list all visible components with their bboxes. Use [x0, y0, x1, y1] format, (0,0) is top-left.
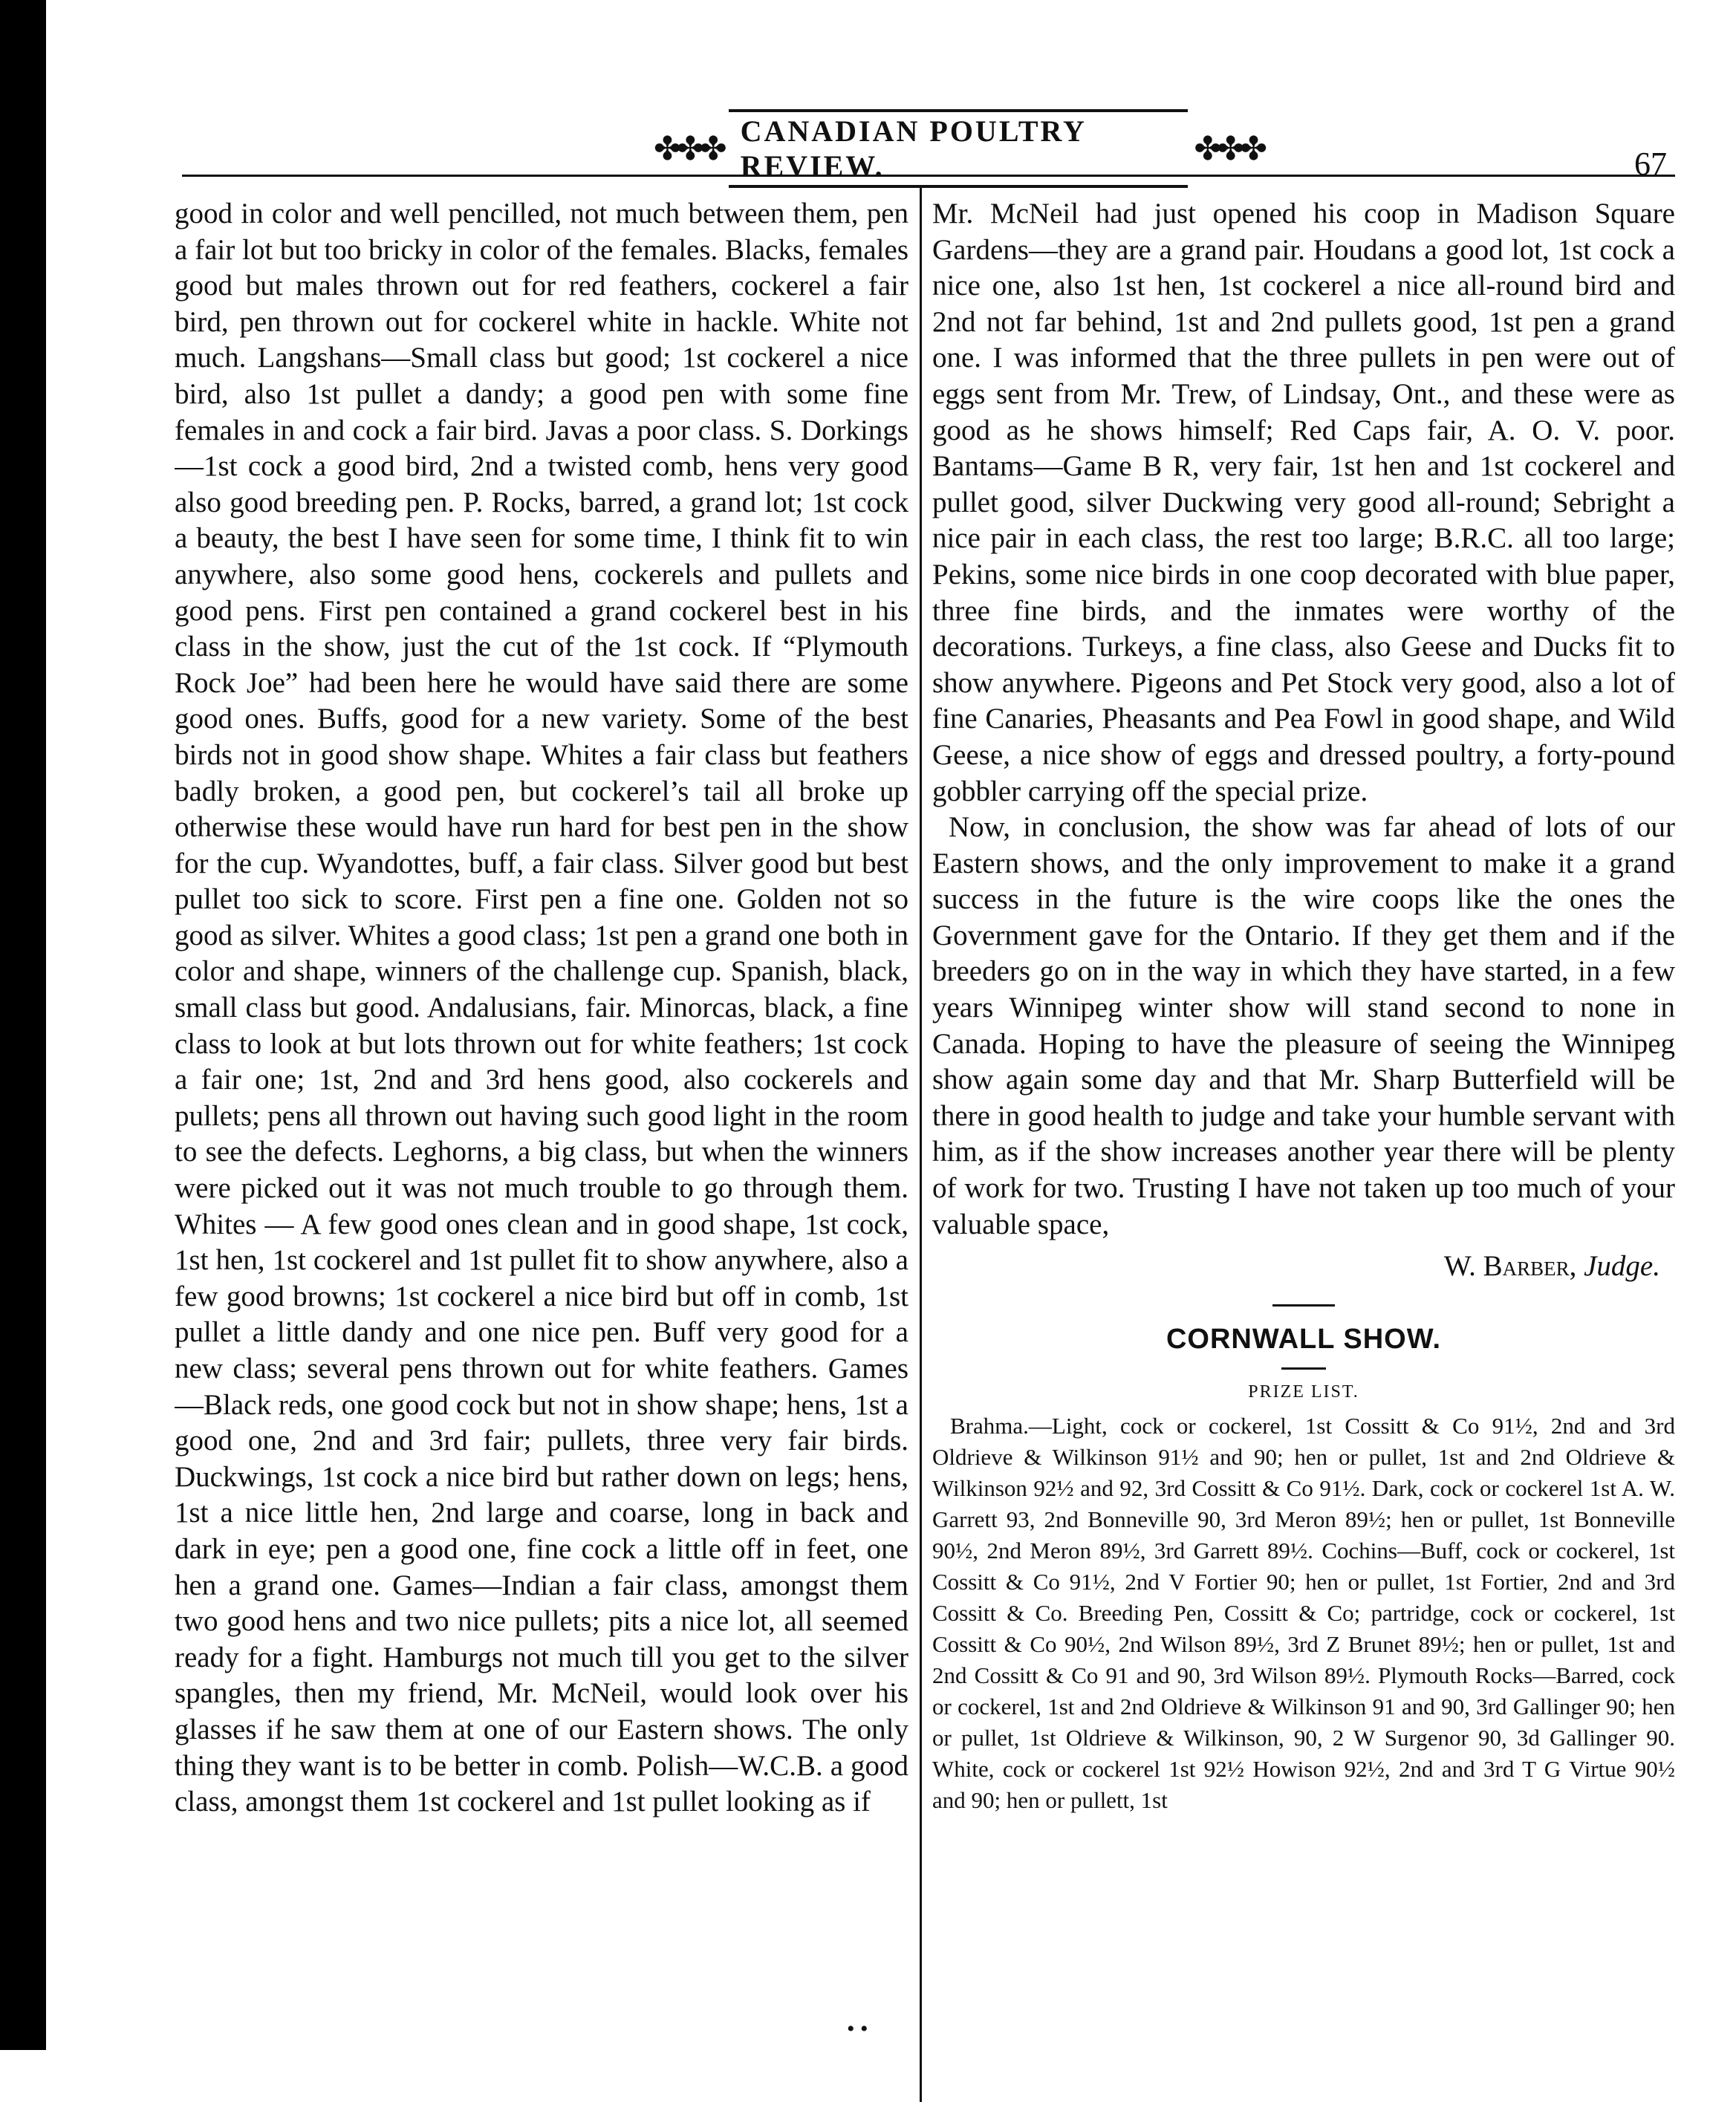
signature — [932, 1249, 1675, 1285]
section-heading: CORNWALL SHOW. — [1166, 1323, 1442, 1355]
report-paragraph-1: Mr. McNeil had just opened his coop in Madison Square Gardens—they are a grand pair. Houdans a good lot, 1st cock a nice one, also 1st hen, 1st cockerel a nice all-round bird and 2nd not far behind, 1st and 2nd pullets good, 1st pen a grand one. I was informed that the three pullets in pen were out of eggs sent from Mr. Trew, of Lindsay, Ont., and these were as good as he shows himself; Red Caps fair, A. O. V. poor. Bantams—Game B R, very fair, 1st hen and 1st cockerel and pullet good, silver Duckwing very good all-round; Sebright a nice pair in each class, the rest too large; B.R.C. all too large; Pekins, some nice birds in one coop decorated with blue paper, three fine birds, and the inmates were worthy of the decorations. Turkeys, a fine class, also Geese and Ducks fit to show anywhere. Pigeons and Pet Stock very good, also a lot of fine Canaries, Pheasants and Pea Fowl in good shape, and Wild Geese, a nice show of eggs and dressed poultry, a forty-pound gobbler carrying off the special prize. — [932, 198, 1675, 807]
section-rule-top — [1272, 1304, 1335, 1307]
report-paragraph-2: Now, in conclusion, the show was far ahead of lots of our Eastern shows, and the only improvement to make it a grand success in the future is the wire coops like the ones the Government gave for the Ontario. If they get them and if the breeders go on in the way in which they have started, in a few years Winnipeg winter show will stand second to none in Canada. Hoping to have the pleasure of seeing the Winnipeg show again some day and that Mr. Sharp Butterfield will be there in good health to judge and take your humble servant with him, as if the show increases another year there will be plenty of work for two. Trusting I have not taken up too much of your valuable space, — [932, 811, 1675, 1240]
page-number: 67 — [1634, 146, 1667, 182]
section-subheading: PRIZE LIST. — [1248, 1382, 1359, 1402]
ornament-left: ✤✤✤ — [654, 130, 723, 167]
prize-list: Brahma.—Light, cock or cockerel, 1st Cossitt & Co 91½, 2nd and 3rd Oldrieve & Wilkinson 91½ and 90; hen or pullet, 1st and 2nd Oldrieve & Wilkinson 92½ and 92, 3rd Cossitt & Co 91½. Dark, cock or cockerel 1st A. W. Garrett 93, 2nd Bonneville 90, 3rd Meron 89½; hen or pullet, 1st Bonneville 90½, 2nd Meron 89½, 3rd Garrett 89½. Cochins—Buff, cock or cockerel, 1st Cossitt & Co 91½, 2nd V Fortier 90; hen or pullet, 1st Fortier, 2nd and 3rd Cossitt & Co. Breeding Pen, Cossitt & Co; partridge, cock or cockerel, 1st Cossitt & Co 90½, 2nd Wilson 89½, 3rd Z Brunet 89½; hen or pullet, 1st and 2nd Cossitt & Co 91 and 90, 3rd Wilson 89½. Plymouth Rocks—Barred, cock or cockerel, 1st and 2nd Oldrieve & Wilkinson 91 and 90, 3rd Gallinger 90; hen or pullet, 1st Oldrieve & Wilkinson, 90, 2 W Surgenor 90, 3d Gallinger 90. White, cock or cockerel 1st 92½ Howison 92½, 2nd and 3rd T G Virtue 90½ and 90; hen or pullett, 1st — [932, 1413, 1675, 1813]
ornament-right: ✤✤✤ — [1194, 130, 1263, 167]
left-column-text: good in color and well pencilled, not much between them, pen a fair lot but too bricky in color of the females. Blacks, females good but males thrown out for red feathers, cockerel a fair bird, pen thrown out for cockerel white in hackle. White not much. Langshans—Small class but good; 1st cockerel a nice bird, also 1st pullet a dandy; a good pen with some fine females in and cock a fair bird. Javas a poor class. S. Dorkings—1st cock a good bird, 2nd a twisted comb, hens very good also good breeding pen. P. Rocks, barred, a grand lot; 1st cock a beauty, the best I have seen for some time, I think fit to win anywhere, also some good hens, cockerels and pullets and good pens. First pen contained a grand cockerel best in his class in the show, just the cut of the 1st cock. If “Plymouth Rock Joe” had been here he would have said there are some good ones. Buffs, good for a new variety. Some of the best birds not in good show shape. Whites a fair class but feathers badly broken, a good pen, but cockerel’s tail all broke up otherwise these would have run hard for best pen in the show for the cup. Wyandottes, buff, a fair class. Silver good but best pullet too sick to score. First pen a fine one. Golden not so good as silver. Whites a good class; 1st pen a grand one both in color and shape, winners of the challenge cup. Spanish, black, small class but good. Andalusians, fair. Minorcas, black, a fine class to look at but lots thrown out for white feathers; 1st cock a fair one; 1st, 2nd and 3rd hens good, also cockerels and pullets; pens all thrown out having such good light in the room to see the defects. Leghorns, a big class, but when the winners were picked out it was not much trouble to go through them. Whites — A few good ones clean and in good shape, 1st cock, 1st hen, 1st cockerel and 1st pullet fit to show anywhere, also a few good browns; 1st cockerel a nice bird but off in comb, 1st pullet a little dandy and one nice pen. Buff very good for a new class; several pens thrown out for white feathers. Games—Black reds, one good cock but not in show shape; hens, 1st a good one, 2nd and 3rd fair; pullets, three very fair birds. Duckwings, 1st cock a nice bird but rather down on legs; hens, 1st a nice little hen, 2nd large and coarse, long in back and dark in eye; pen a good one, fine cock a little off in feet, one hen a grand one. Games—Indian a fair class, amongst them two good hens and two nice pullets; pits a nice lot, all seemed ready for a fight. Hamburgs not much till you get to the silver spangles, then my friend, Mr. McNeil, would look over his glasses if he saw them at one of our Eastern shows. The only thing they want is to be better in comb. Polish—W.C.B. a good class, amongst them 1st cockerel and 1st pullet looking as if — [175, 198, 908, 1818]
masthead — [654, 114, 1263, 183]
signature-title: Judge. — [1584, 1250, 1660, 1283]
book-spine-shadow — [0, 0, 46, 2050]
footer-marks: • • — [847, 2017, 868, 2041]
left-column — [175, 196, 908, 1979]
section-rule-bottom — [1281, 1367, 1326, 1370]
signature-name: W. Barber, — [1443, 1250, 1577, 1283]
journal-title: CANADIAN POULTRY REVIEW. — [729, 109, 1189, 188]
right-column — [932, 196, 1675, 1979]
column-divider — [920, 186, 922, 2102]
header-rule — [182, 175, 1675, 177]
